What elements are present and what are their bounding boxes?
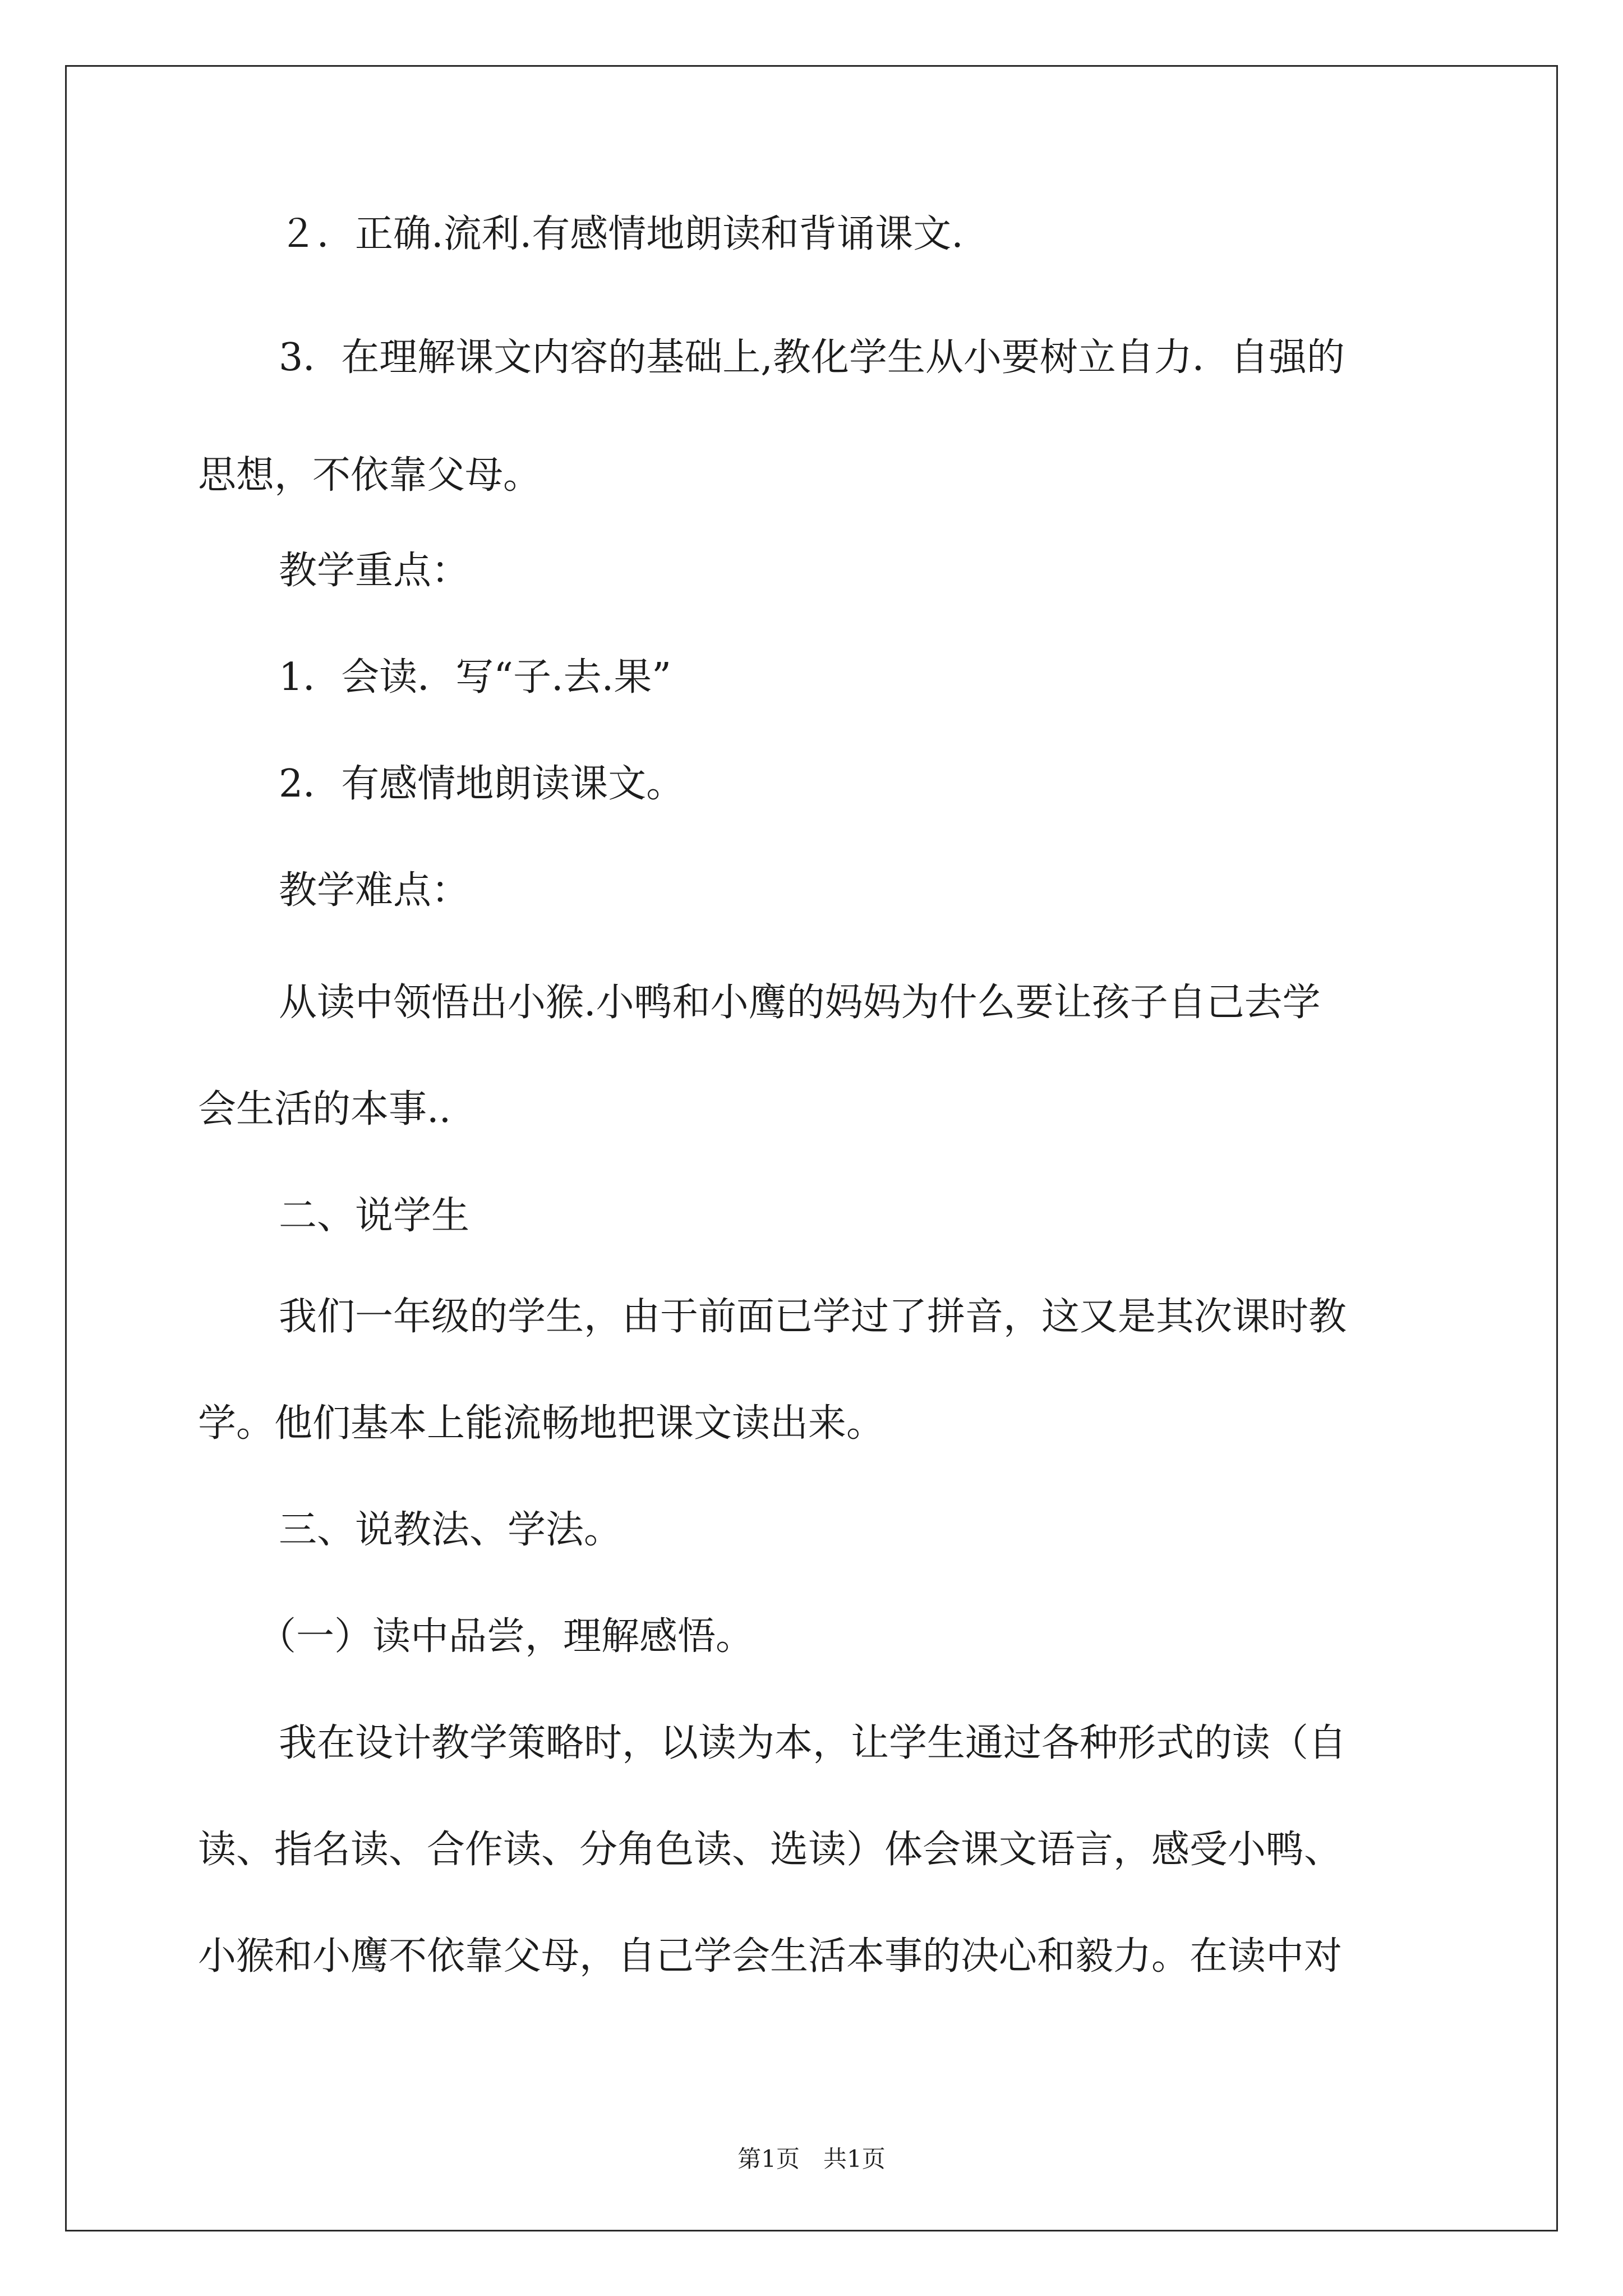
- paragraph-line: 我在设计教学策略时，以读为本，让学生通过各种形式的读（自: [279, 1721, 1347, 1765]
- paragraph-line: ２．正确.流利.有感情地朗读和背诵课文.: [279, 212, 963, 256]
- paragraph-line: 从读中领悟出小猴.小鸭和小鹰的妈妈为什么要让孩子自己去学: [279, 981, 1321, 1025]
- section-heading: 三、说教法、学法。: [279, 1508, 623, 1552]
- section-heading: 教学重点：: [279, 549, 470, 593]
- page-number-footer: 第1页 共1页: [737, 2145, 886, 2173]
- page-border: [65, 65, 1558, 2231]
- subsection-heading: （一）读中品尝，理解感悟。: [258, 1614, 754, 1659]
- paragraph-line: 学。他们基本上能流畅地把课文读出来。: [198, 1401, 885, 1446]
- paragraph-line: 3．在理解课文内容的基础上,教化学生从小要树立自力．自强的: [279, 335, 1345, 380]
- paragraph-line: 我们一年级的学生，由于前面已学过了拼音，这又是其次课时教: [279, 1295, 1347, 1339]
- paragraph-line: 读、指名读、合作读、分角色读、选读）体会课文语言，感受小鸭、: [198, 1828, 1343, 1872]
- paragraph-line: 思想，不依靠父母。: [198, 453, 542, 498]
- paragraph-line: 小猴和小鹰不依靠父母，自己学会生活本事的决心和毅力。在读中对: [198, 1934, 1343, 1978]
- paragraph-line: 会生活的本事..: [198, 1087, 451, 1131]
- section-heading: 二、说学生: [279, 1194, 470, 1238]
- paragraph-line: 2．有感情地朗读课文。: [279, 762, 685, 806]
- paragraph-line: 1．会读．写“子.去.果”: [279, 655, 672, 700]
- section-heading: 教学难点：: [279, 868, 470, 913]
